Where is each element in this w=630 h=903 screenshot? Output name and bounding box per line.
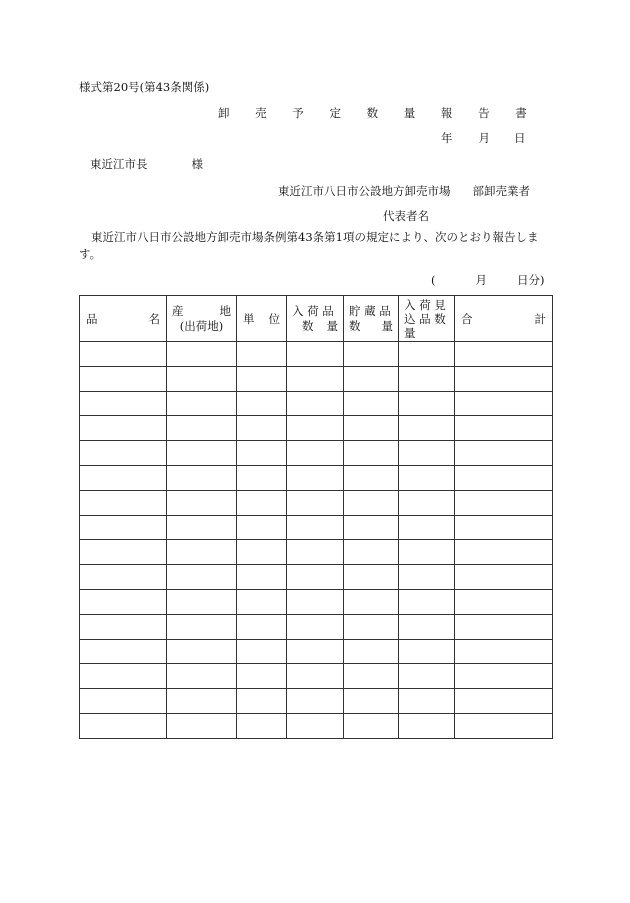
table-row (80, 391, 553, 416)
addressee-name: 東近江市長 (90, 157, 148, 171)
table-cell[interactable] (399, 342, 455, 367)
table-cell[interactable] (399, 465, 455, 490)
table-cell[interactable] (455, 614, 553, 639)
period-open: ( (431, 273, 436, 287)
table-row (80, 614, 553, 639)
table-cell[interactable] (80, 416, 167, 441)
table-cell[interactable] (344, 540, 399, 565)
table-cell[interactable] (399, 540, 455, 565)
table-cell[interactable] (455, 342, 553, 367)
addressee (90, 157, 203, 171)
table-cell[interactable] (344, 689, 399, 714)
table-cell[interactable] (455, 565, 553, 590)
table-cell[interactable] (399, 366, 455, 391)
date-day: 日 (514, 131, 526, 145)
table-cell[interactable] (344, 342, 399, 367)
table-row (80, 490, 553, 515)
period-line (431, 273, 545, 287)
col-item-name: 品 名 (80, 296, 167, 342)
table-row (80, 713, 553, 738)
col-stock-qty: 貯 蔵 品 数 量 (344, 296, 399, 342)
table-cell[interactable] (287, 639, 344, 664)
table-cell[interactable] (237, 589, 287, 614)
table-cell[interactable] (80, 589, 167, 614)
table-cell[interactable] (344, 565, 399, 590)
table-cell[interactable] (399, 565, 455, 590)
table-cell[interactable] (455, 664, 553, 689)
table-row (80, 565, 553, 590)
table-cell[interactable] (167, 639, 237, 664)
table-cell[interactable] (167, 589, 237, 614)
table-cell[interactable] (344, 515, 399, 540)
table-cell[interactable] (344, 713, 399, 738)
table-cell[interactable] (344, 366, 399, 391)
table-cell[interactable] (167, 391, 237, 416)
table-cell[interactable] (287, 713, 344, 738)
table-cell[interactable] (344, 490, 399, 515)
form-number: 様式第20号(第43条関係) (79, 80, 210, 94)
addressee-honorific: 様 (191, 157, 203, 171)
table-cell[interactable] (399, 639, 455, 664)
table-cell[interactable] (399, 713, 455, 738)
table-cell[interactable] (399, 689, 455, 714)
table-row (80, 366, 553, 391)
table-cell[interactable] (237, 614, 287, 639)
table-body (80, 342, 553, 739)
table-cell[interactable] (287, 441, 344, 466)
period-month: 月 (475, 273, 487, 287)
table-cell[interactable] (80, 540, 167, 565)
table-cell[interactable] (167, 366, 237, 391)
table-row (80, 515, 553, 540)
table-cell[interactable] (455, 689, 553, 714)
table-row (80, 342, 553, 367)
table-row (80, 639, 553, 664)
table-cell[interactable] (167, 664, 237, 689)
table-cell[interactable] (455, 639, 553, 664)
table-cell[interactable] (287, 490, 344, 515)
table-cell[interactable] (80, 441, 167, 466)
table-cell[interactable] (287, 614, 344, 639)
table-cell[interactable] (167, 416, 237, 441)
market-role: 部卸売業者 (472, 184, 530, 198)
table-cell[interactable] (237, 366, 287, 391)
table-cell[interactable] (167, 515, 237, 540)
col-arrival-qty: 入 荷 品 数 量 (287, 296, 344, 342)
table-cell[interactable] (344, 614, 399, 639)
table-cell[interactable] (80, 391, 167, 416)
market-name: 東近江市八日市公設地方卸売市場 (278, 184, 451, 198)
report-table (79, 295, 553, 739)
table-cell[interactable] (344, 465, 399, 490)
table-cell[interactable] (287, 689, 344, 714)
table-cell[interactable] (167, 713, 237, 738)
table-cell[interactable] (455, 713, 553, 738)
table-row (80, 416, 553, 441)
table-cell[interactable] (287, 416, 344, 441)
table-cell[interactable] (455, 465, 553, 490)
table-cell[interactable] (399, 589, 455, 614)
report-statement: 東近江市八日市公設地方卸売市場条例第43条第1項の規定により、次のとおり報告します。 (79, 230, 539, 261)
table-cell[interactable] (80, 465, 167, 490)
table-cell[interactable] (455, 515, 553, 540)
table-cell[interactable] (237, 441, 287, 466)
table-cell[interactable] (287, 465, 344, 490)
table-cell[interactable] (399, 490, 455, 515)
table-cell[interactable] (237, 565, 287, 590)
period-day: 日分) (517, 273, 545, 287)
date-year: 年 (441, 131, 453, 145)
table-cell[interactable] (167, 614, 237, 639)
table-cell[interactable] (344, 391, 399, 416)
table-cell[interactable] (237, 664, 287, 689)
table-cell[interactable] (167, 540, 237, 565)
col-total: 合 計 (455, 296, 553, 342)
table-cell[interactable] (287, 540, 344, 565)
table-cell[interactable] (399, 515, 455, 540)
table-cell[interactable] (399, 416, 455, 441)
table-cell[interactable] (167, 342, 237, 367)
table-cell[interactable] (80, 664, 167, 689)
market-line (278, 184, 530, 198)
table-cell[interactable] (80, 565, 167, 590)
table-cell[interactable] (455, 366, 553, 391)
table-cell[interactable] (399, 664, 455, 689)
table-cell[interactable] (80, 490, 167, 515)
table-cell[interactable] (237, 689, 287, 714)
table-cell[interactable] (287, 342, 344, 367)
table-cell[interactable] (287, 366, 344, 391)
table-cell[interactable] (344, 639, 399, 664)
table-cell[interactable] (80, 515, 167, 540)
table-cell[interactable] (287, 515, 344, 540)
table-cell[interactable] (80, 689, 167, 714)
col-expected-qty: 入 荷 見 込 品 数 量 (399, 296, 455, 342)
table-row (80, 465, 553, 490)
table-cell[interactable] (80, 614, 167, 639)
table-cell[interactable] (344, 664, 399, 689)
table-cell[interactable] (287, 664, 344, 689)
col-origin: 産 地 (出荷地) (167, 296, 237, 342)
table-cell[interactable] (455, 589, 553, 614)
table-cell[interactable] (287, 391, 344, 416)
table-cell[interactable] (167, 490, 237, 515)
table-cell[interactable] (344, 441, 399, 466)
representative-label: 代表者名 (383, 209, 429, 223)
table-cell[interactable] (237, 342, 287, 367)
table-cell[interactable] (287, 589, 344, 614)
table-header-row (80, 296, 553, 342)
table-cell[interactable] (344, 589, 399, 614)
table-cell[interactable] (455, 441, 553, 466)
document-title: 卸 売 予 定 数 量 報 告 書 (218, 106, 538, 120)
table-row (80, 589, 553, 614)
table-cell[interactable] (80, 713, 167, 738)
table-cell[interactable] (80, 639, 167, 664)
table-row (80, 689, 553, 714)
table-row (80, 664, 553, 689)
table-row (80, 441, 553, 466)
table-row (80, 540, 553, 565)
table-cell[interactable] (237, 515, 287, 540)
table-cell[interactable] (237, 540, 287, 565)
date-line (441, 131, 526, 145)
table-cell[interactable] (237, 490, 287, 515)
table-cell[interactable] (399, 614, 455, 639)
table-cell[interactable] (80, 342, 167, 367)
table-cell[interactable] (455, 391, 553, 416)
date-month: 月 (478, 131, 490, 145)
table-cell[interactable] (237, 416, 287, 441)
col-unit: 単 位 (237, 296, 287, 342)
table-cell[interactable] (287, 565, 344, 590)
table-cell[interactable] (80, 366, 167, 391)
table-cell[interactable] (237, 465, 287, 490)
table-cell[interactable] (167, 565, 237, 590)
table-cell[interactable] (399, 391, 455, 416)
table-cell[interactable] (399, 441, 455, 466)
table-cell[interactable] (237, 391, 287, 416)
table-cell[interactable] (167, 465, 237, 490)
table-cell[interactable] (344, 416, 399, 441)
table-cell[interactable] (455, 416, 553, 441)
table-cell[interactable] (455, 490, 553, 515)
table-cell[interactable] (167, 689, 237, 714)
table-cell[interactable] (237, 639, 287, 664)
table-cell[interactable] (455, 540, 553, 565)
table-cell[interactable] (237, 713, 287, 738)
table-cell[interactable] (167, 441, 237, 466)
